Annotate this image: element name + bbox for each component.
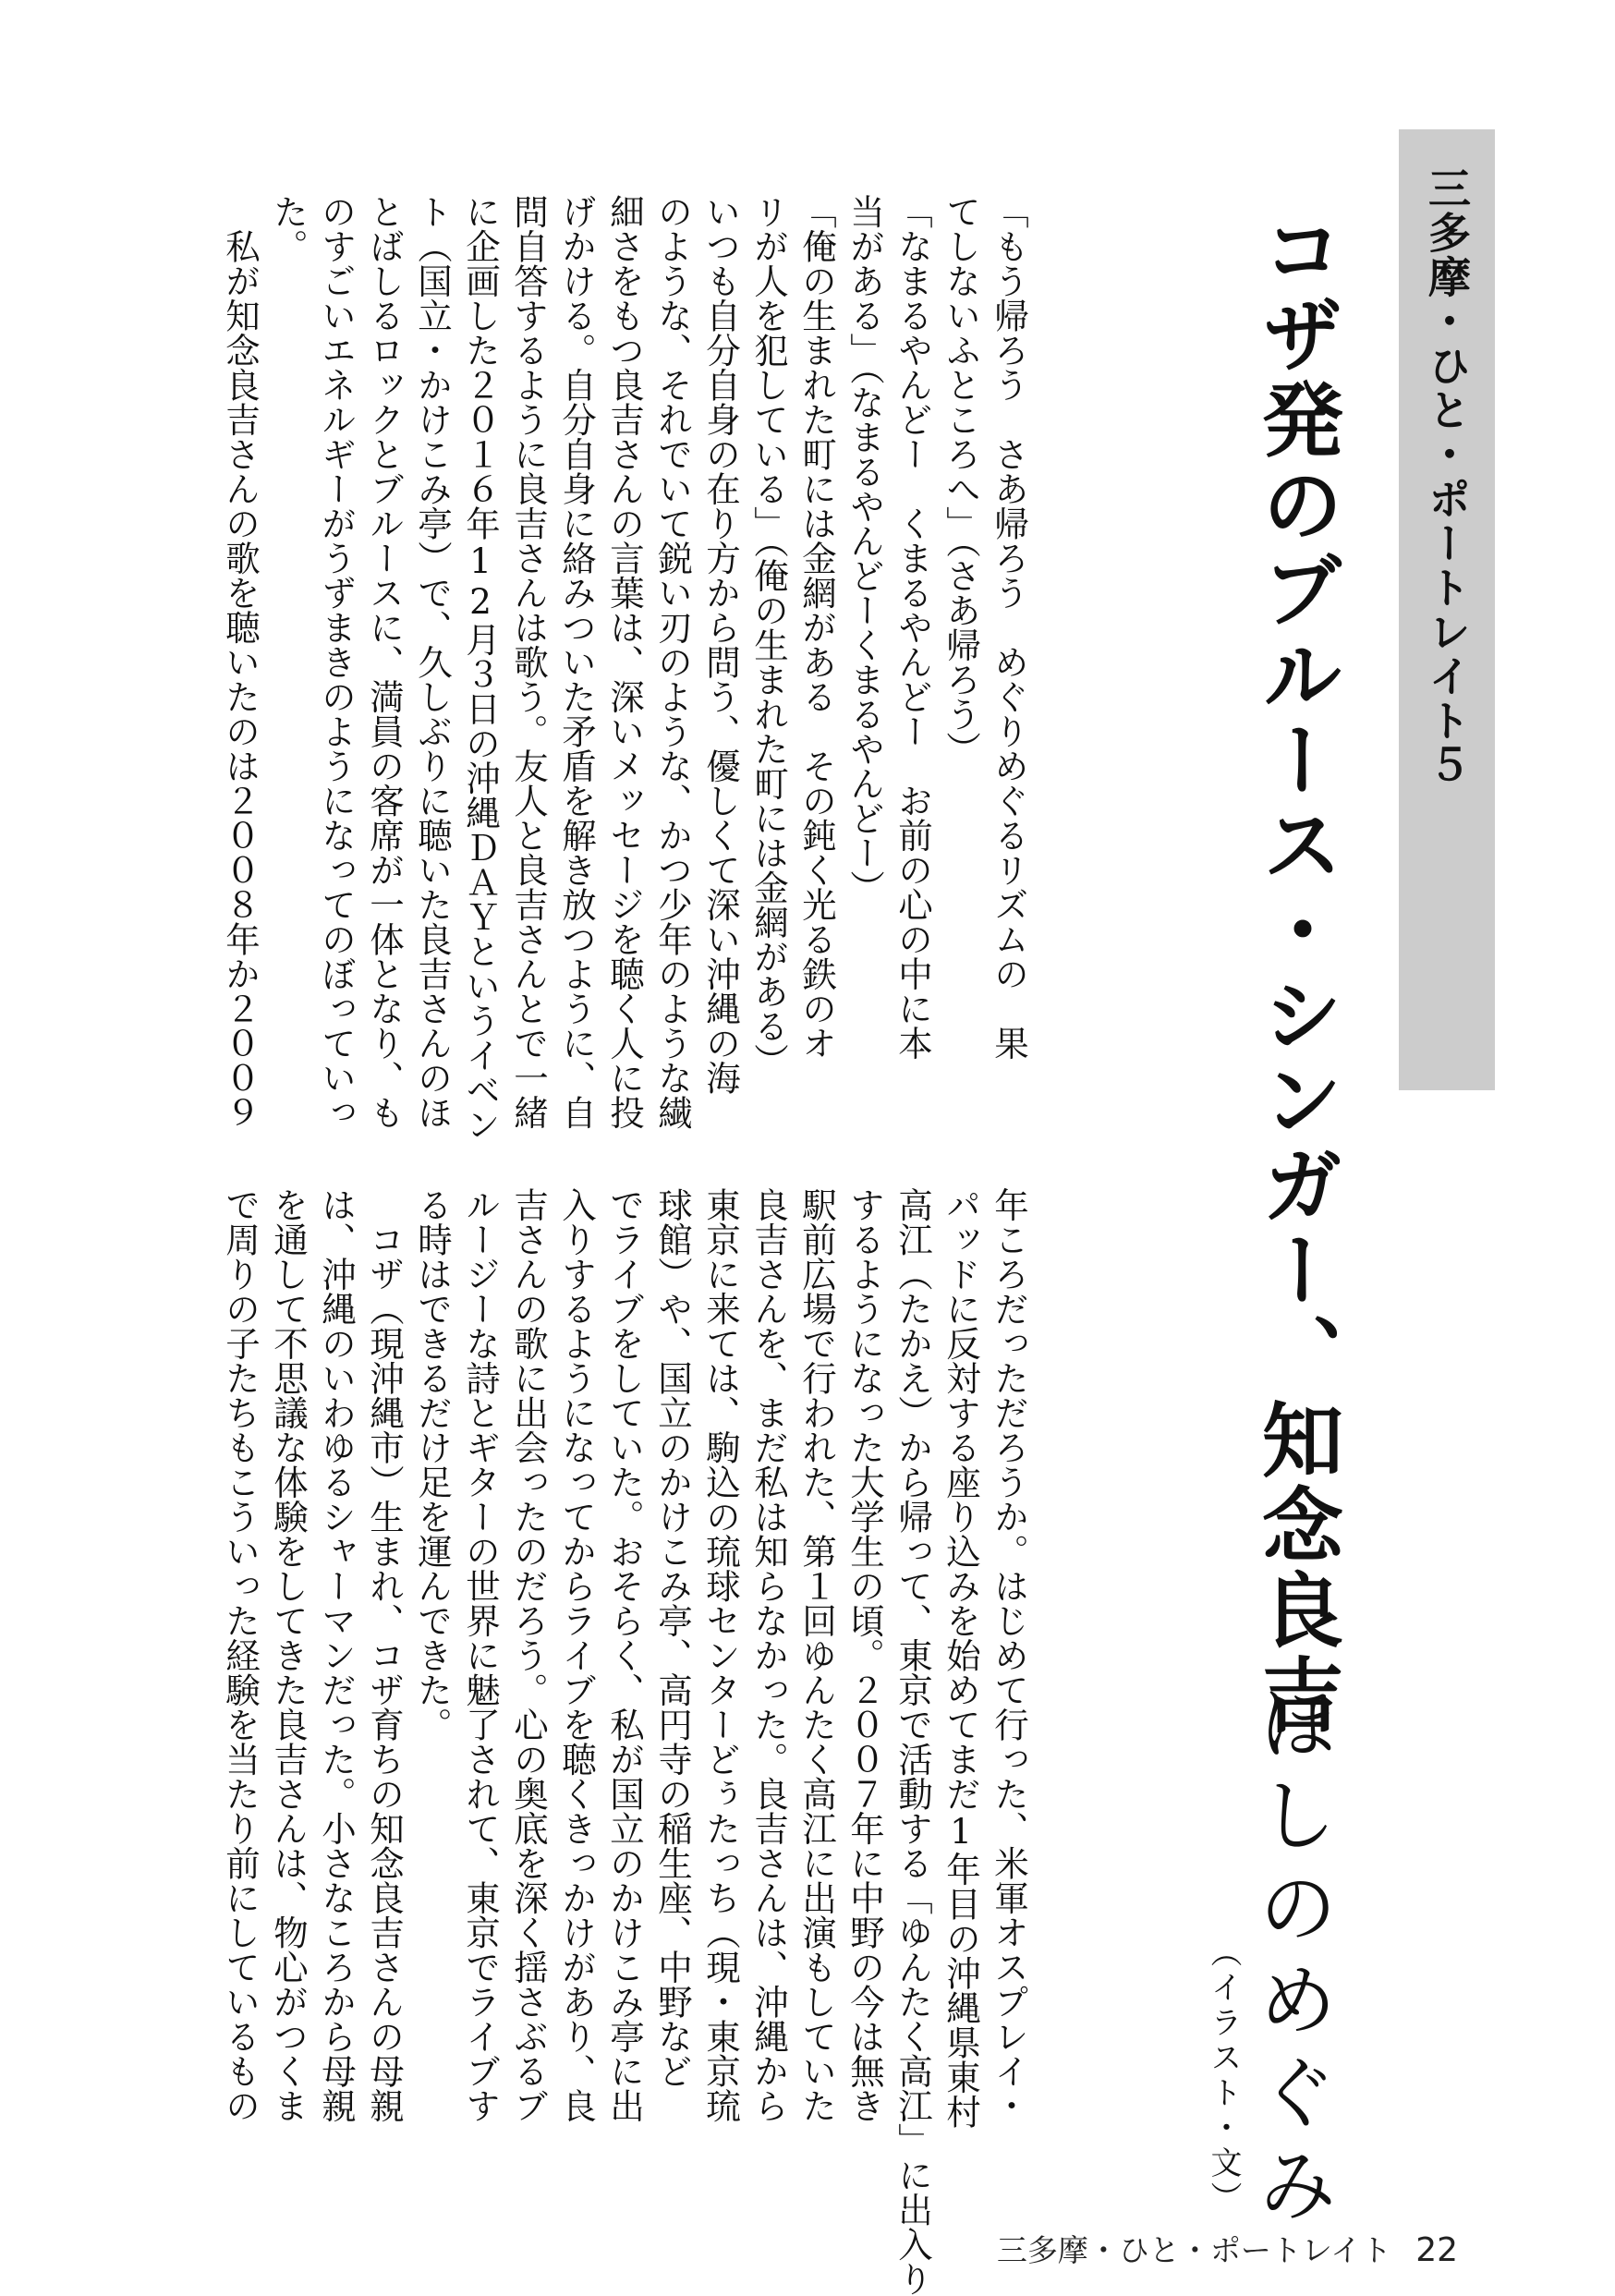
series-tag [1399, 129, 1495, 1090]
text-line: 「なまるやんどー くまるやんどー お前の心の中に本 [892, 194, 933, 1061]
text-line: げかける。自分自身に絡みついた矛盾を解き放つように、自 [556, 194, 597, 1130]
text-line: は、沖縄のいわゆるシャーマンだった。小さなころから母親 [316, 1187, 357, 2123]
text-line: でライブをしていた。おそらく、私が国立のかけこみ亭に出 [604, 1187, 645, 2123]
text-line: のような、それでいて鋭い刃のような、かつ少年のような繊 [652, 194, 693, 1130]
text-line: を通して不思議な体験をしてきた良吉さんは、物心がつくま [268, 1187, 309, 2123]
text-line: に企画した２０１６年12月３日の沖縄ＤＡＹというイベン [460, 194, 501, 1142]
text-line: いつも自分自身の在り方から問う、優しくて深い沖縄の海 [700, 194, 741, 1095]
article-title: コザ発のブルース・シンガー、知念良吉 [1249, 208, 1344, 1738]
running-title: 三多摩・ひと・ポートレイト [996, 2232, 1392, 2268]
text-line: る時はできるだけ足を運んできた。 [412, 1187, 453, 1742]
text-line: 入りするようになってからライブを聴くきっかけがあり、良 [556, 1187, 597, 2123]
text-line: 問自答するように良吉さんは歌う。友人と良吉さんとで一緒 [508, 194, 549, 1130]
body-text-upper [216, 194, 1033, 1142]
text-line: 吉さんの歌に出会ったのだろう。心の奥底を深く揺さぶるブ [508, 1187, 549, 2123]
series-tag-text: 三多摩・ひと・ポートレイト５ [1422, 166, 1472, 787]
page-number: 22 [1415, 2231, 1458, 2269]
text-line: 駅前広場で行われた、第１回ゆんたく高江に出演もしていた [796, 1187, 837, 2123]
text-line: 当がある」（なまるやんどーくまるやんどー） [844, 194, 885, 905]
text-line: 良吉さんを、まだ私は知らなかった。良吉さんは、沖縄から [748, 1187, 789, 2123]
text-line: た。 [268, 194, 309, 263]
author-name: ほしのめぐみ [1245, 1682, 1337, 2236]
text-line: 「もう帰ろう さあ帰ろう めぐりめぐるリズムの 果 [989, 194, 1029, 1061]
text-line: 東京に来ては、駒込の琉球センターどぅたっち（現・東京琉 [700, 1187, 741, 2123]
text-line: 細さをもつ良吉さんの言葉は、深いメッセージを聴く人に投 [604, 194, 645, 1130]
body-text-lower [216, 1187, 1033, 2296]
text-line: 球館）や、国立のかけこみ亭、高円寺の稲生座、中野など [652, 1187, 693, 2088]
text-line: で周りの子たちもこういった経験を当たり前にしているもの [220, 1187, 261, 2123]
text-line: リが人を犯している」（俺の生まれた町には金網がある） [748, 194, 789, 1078]
text-line: のすごいエネルギーがうずまきのようになってのぼっていっ [316, 194, 357, 1130]
text-line: パッドに反対する座り込みを始めてまだ1年目の沖縄県東村 [941, 1187, 981, 2129]
text-line: 「俺の生まれた町には金網がある その鈍く光る鉄のオ [796, 194, 837, 1061]
text-line: ルージーな詩とギターの世界に魅了されて、東京でライブす [460, 1187, 501, 2123]
text-line: てしないふところへ」（さあ帰ろう） [941, 194, 981, 766]
text-line: ト（国立・かけこみ亭）で、久しぶりに聴いた良吉さんのほ [412, 194, 453, 1130]
text-line: 私が知念良吉さんの歌を聴いたのは２００８年か２００９ [220, 194, 261, 1130]
text-line: 年ころだっただろうか。はじめて行った、米軍オスプレイ・ [989, 1187, 1029, 2123]
page-footer [997, 2227, 1458, 2270]
text-line: とばしるロックとブルースに、満員の客席が一体となり、も [364, 194, 405, 1130]
text-line: コザ（現沖縄市）生まれ、コザ育ちの知念良吉さんの母親 [364, 1187, 405, 2123]
author-credit: （イラスト・文） [1205, 1936, 1242, 2217]
text-line: するようになった大学生の頃。２００７年に中野の今は無き [844, 1187, 885, 2123]
text-line: 高江（たかえ）から帰って、東京で活動する「ゆんたく高江」に出入り [892, 1187, 933, 2296]
